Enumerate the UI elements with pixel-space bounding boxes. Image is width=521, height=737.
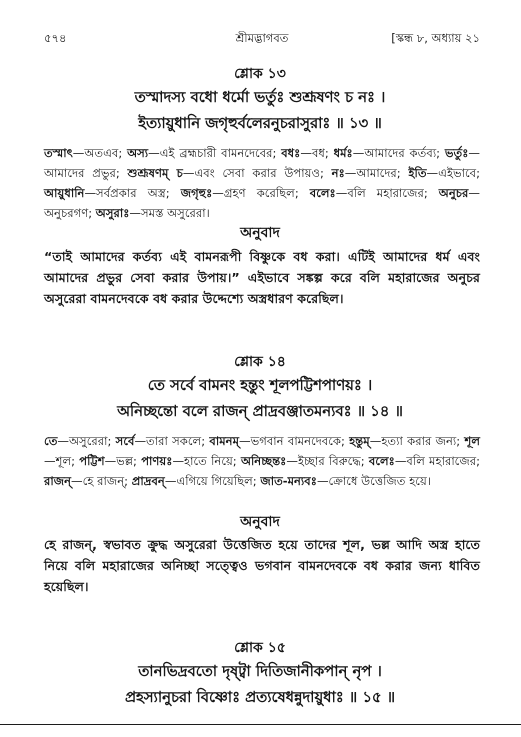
synonym-term: তে — [44, 434, 58, 448]
shloka-13-translation: “তাই আমাদের কর্তব্য এই বামনরূপী বিষ্ণুকে বধ করা। এটিই আমাদের ধর্ম এবং আমাদের প্রভুর সেবা করার উপায়।” এইভাবে সঙ্কল্প করে বলি মহারাজের অনুচর অসুরেরা বামনদেবকে বধ করার উদ্দেশ্যে অস্ত্রধারণ করেছিল। — [44, 249, 480, 306]
synonym-meaning: ক্রোধে উত্তেজিত হয়ে। — [328, 474, 431, 488]
page-bottom-rule — [0, 724, 521, 725]
synonym-term: প্রাদ্রবন্ — [131, 474, 165, 488]
synonym-meaning: ইচ্ছার বিরুদ্ধে; — [297, 454, 369, 468]
synonym-meaning: এগিয়ে গিয়েছিল; — [176, 474, 261, 488]
synonym-meaning: সর্বপ্রকার অস্ত্র; — [96, 186, 181, 200]
synonym-meaning: বলি মহারাজের; — [347, 186, 439, 200]
page-header — [44, 30, 480, 46]
synonym-meaning: এবং সেবা করার উপায়ও; — [194, 166, 332, 180]
synonym-term: নঃ — [331, 166, 345, 180]
synonym-meaning: এইভাবে; — [438, 166, 480, 180]
synonym-meaning: গ্রহণ করেছিল; — [223, 186, 310, 200]
page-number: ৫৭৪ — [44, 31, 67, 45]
shloka-13-verse-line-1: তস্মাদস্য বধো ধর্মো ভর্তুঃ শুশ্রূষণং চ নঃ । — [134, 89, 386, 106]
synonym-term: ধর্মঃ — [333, 146, 353, 160]
chapter-reference: [স্কন্ধ ৮, অধ্যায় ২১ — [391, 31, 480, 45]
shloka-13-verse-line-2: ইত্যায়ুধানি জগৃহুর্বলেরনুচরাসুরাঃ ॥ ১৩ ॥ — [138, 115, 382, 132]
synonym-meaning: শূল; — [55, 454, 80, 468]
shloka-15-label: শ্লোক ১৫ — [234, 640, 286, 656]
shloka-14-translation-heading: অনুবাদ — [240, 514, 280, 530]
synonym-term: শুশ্রূষণম্ চ — [127, 166, 183, 180]
synonym-term: বলেঃ — [309, 186, 336, 200]
shloka-14-translation: হে রাজন্, স্বভাবত ক্রুদ্ধ অসুরেরা উত্তেজিত হয়ে তাদের শূল, ভল্ল আদি অস্ত্র হাতে নিয়ে বলি মহারাজের অনিচ্ছা সত্ত্বেও ভগবান বামনদেবকে বধ করার জন্য ধাবিত হয়েছিল। — [44, 537, 480, 594]
synonym-meaning: আমাদের; — [356, 166, 409, 180]
shloka-13-translation-heading: অনুবাদ — [240, 225, 280, 241]
shloka-15-verse-line-2: প্রহস্যানুচরা বিষ্ণোঃ প্রত্যষেধন্নুদায়ুধাঃ ॥ ১৫ ॥ — [124, 689, 396, 706]
synonym-meaning: আমাদের কর্তব্য; — [364, 146, 445, 160]
synonym-term: পাণয়ঃ — [141, 454, 173, 468]
shloka-14-synonyms: তে—অসুরেরা; সর্বে—তারা সকলে; বামনম্—ভগবান বামনদেবকে; হন্তুম্—হত্যা করার জন্য; শূল—শূল; পট্টিশ—ভল্ল; পাণয়ঃ—হাতে নিয়ে; অনিচ্ছন্তঃ—ইচ্ছার বিরুদ্ধে; বলেঃ—বলি মহারাজের; রাজন্—হে রাজন্; প্রাদ্রবন্—এগিয়ে গিয়েছিল; জাত-মন্যবঃ—ক্রোধে উত্তেজিত হয়ে। — [44, 434, 480, 488]
synonym-meaning: তারা সকলে; — [146, 434, 210, 448]
synonym-term: সর্বে — [115, 434, 135, 448]
synonym-term: বলেঃ — [368, 454, 395, 468]
synonym-term: রাজন্ — [44, 474, 72, 488]
synonym-term: অসুরাঃ — [95, 206, 130, 220]
synonym-meaning: বধ; — [311, 146, 334, 160]
synonym-term: জগৃহুঃ — [180, 186, 213, 200]
synonym-meaning: আমাদের প্রভুর; — [44, 166, 128, 180]
synonym-term: শূল — [464, 434, 480, 448]
synonym-meaning: অনুচরগণ; — [44, 206, 96, 220]
synonym-meaning: ভল্ল; — [116, 454, 142, 468]
synonym-meaning: সমস্ত অসুরেরা। — [141, 206, 210, 220]
shloka-15-verse-line-1: তানভিদ্রবতো দৃষ্ট্বা দিতিজানীকপান্ নৃপ । — [138, 663, 382, 680]
synonym-term: অনিচ্ছন্তঃ — [240, 454, 287, 468]
synonym-meaning: বলি মহারাজের; — [406, 454, 480, 468]
synonym-term: ভর্তুঃ — [444, 146, 469, 160]
synonym-term: জাত-মন্যবঃ — [260, 474, 317, 488]
synonym-term: বামনম্ — [209, 434, 240, 448]
synonym-meaning: হত্যা করার জন্য; — [381, 434, 465, 448]
shloka-14-verse-line-2: অনিচ্ছন্তো বলে রাজন্ প্রাদ্রবঞ্জাতমন্যবঃ ॥ ১৪ ॥ — [117, 403, 403, 420]
synonym-meaning: অতএব; — [84, 146, 128, 160]
synonym-term: অনুচর — [438, 186, 469, 200]
book-title: শ্রীমদ্ভাগবত — [235, 31, 289, 45]
shloka-13-label: শ্লোক ১৩ — [234, 66, 286, 82]
synonym-meaning: হে রাজন্; — [82, 474, 132, 488]
synonym-meaning: হাতে নিয়ে; — [184, 454, 241, 468]
synonym-term: হন্তুম্ — [349, 434, 370, 448]
synonym-term: অস্য — [127, 146, 149, 160]
synonym-term: বধঃ — [281, 146, 301, 160]
synonym-term: পট্টিশ — [79, 454, 105, 468]
synonym-term: তস্মাৎ — [44, 146, 73, 160]
synonym-meaning: অসুরেরা; — [69, 434, 116, 448]
synonym-meaning: এই ব্রহ্মচারী বামনদেবের; — [159, 146, 282, 160]
shloka-14-verse-line-1: তে সর্বে বামনং হন্তুং শূলপট্টিশপাণয়ঃ । — [147, 377, 373, 394]
synonym-term: ইতি — [408, 166, 427, 180]
synonym-meaning: ভগবান বামনদেবকে; — [250, 434, 350, 448]
shloka-13-synonyms: তস্মাৎ—অতএব; অস্য—এই ব্রহ্মচারী বামনদেবের; বধঃ—বধ; ধর্মঃ—আমাদের কর্তব্য; ভর্তুঃ—আমাদের প্রভুর; শুশ্রূষণম্ চ—এবং সেবা করার উপায়ও; নঃ—আমাদের; ইতি—এইভাবে; আয়ুধানি—সর্বপ্রকার অস্ত্র; জগৃহুঃ—গ্রহণ করেছিল; বলেঃ—বলি মহারাজের; অনুচর—অনুচরগণ; অসুরাঃ—সমস্ত অসুরেরা। — [44, 146, 480, 220]
shloka-14-label: শ্লোক ১৪ — [234, 354, 286, 370]
synonym-term: আয়ুধানি — [44, 186, 85, 200]
